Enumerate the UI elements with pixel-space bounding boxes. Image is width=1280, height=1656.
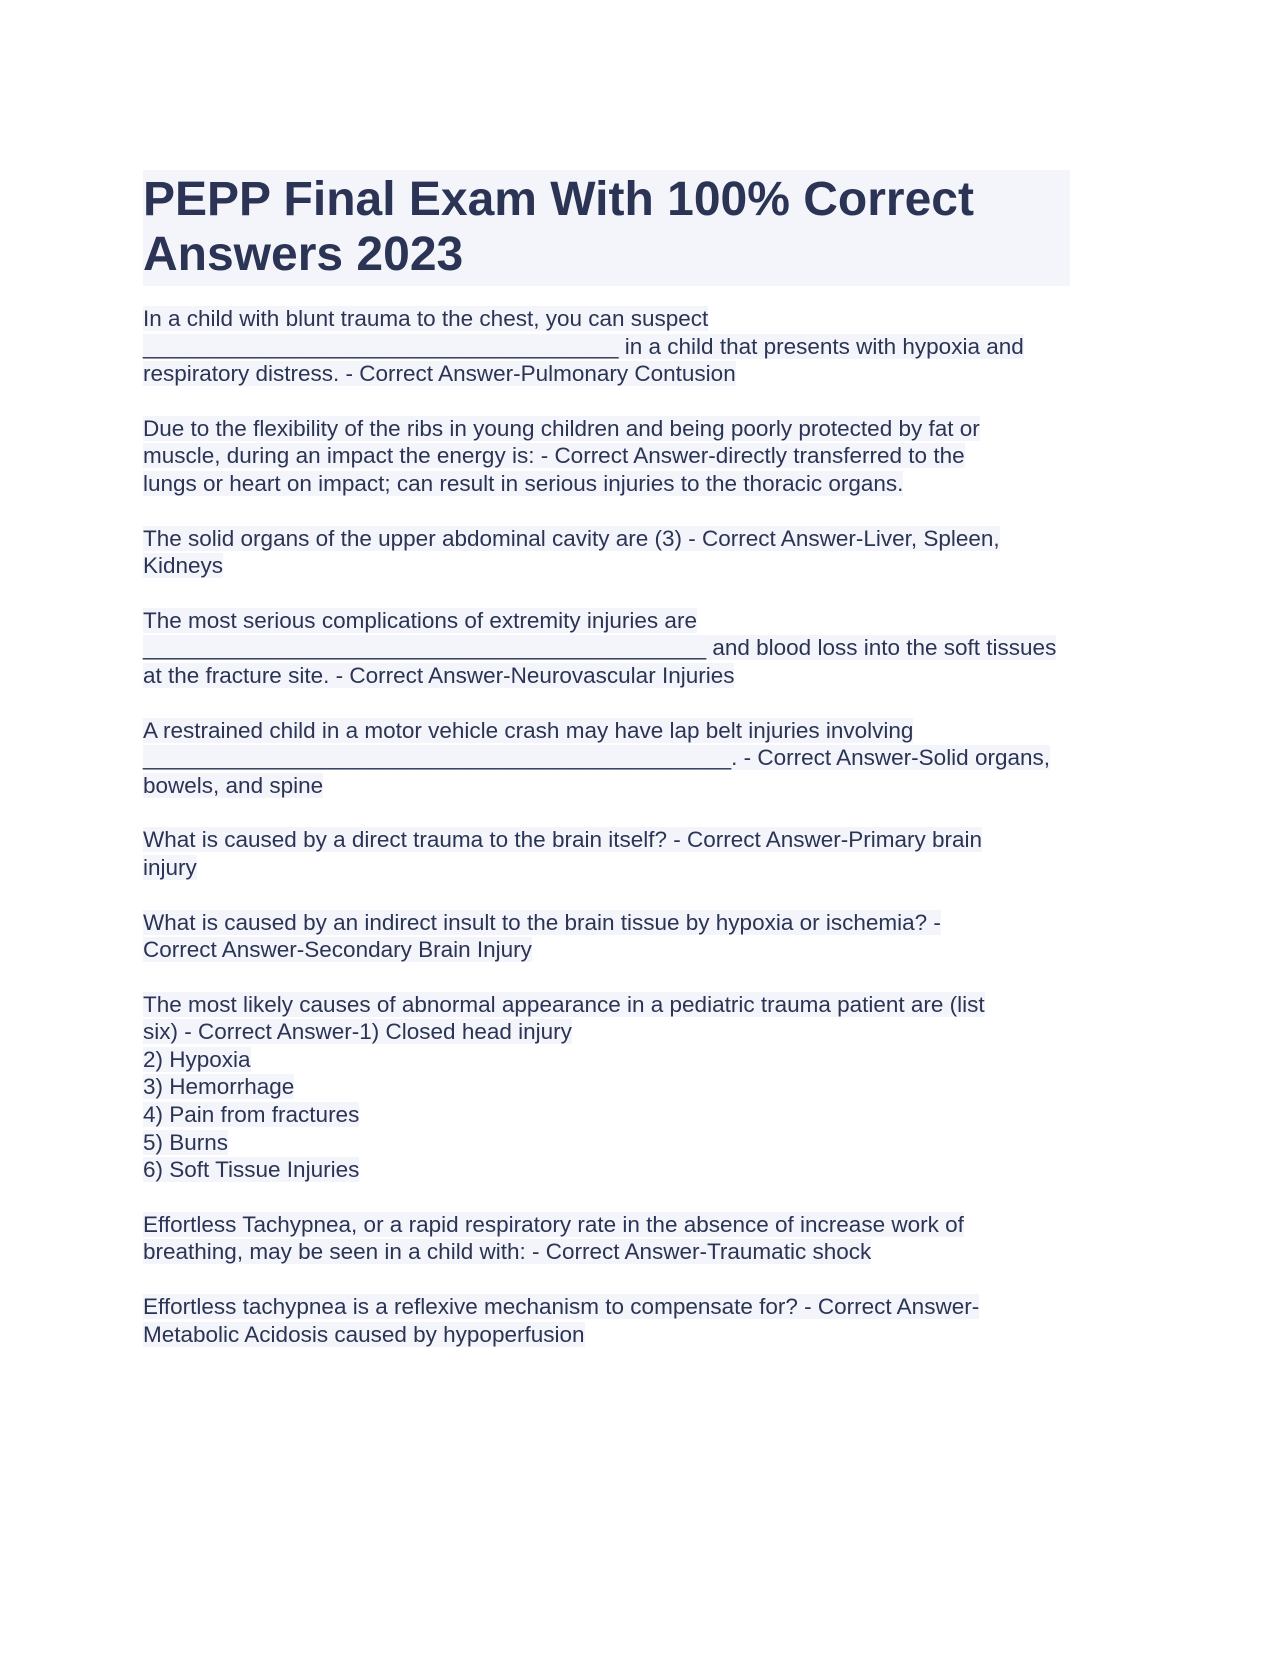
text-line-content: The most likely causes of abnormal appearance in a pediatric trauma patient are (list bbox=[143, 991, 985, 1017]
question-answer-paragraph bbox=[143, 826, 1103, 881]
text-line bbox=[143, 1321, 1103, 1349]
text-line-content: 3) Hemorrhage bbox=[143, 1074, 295, 1100]
text-line-content: Due to the flexibility of the ribs in young children and being poorly protected by fat or bbox=[143, 415, 980, 441]
text-line bbox=[143, 1073, 1103, 1101]
text-line bbox=[143, 305, 1103, 333]
text-line bbox=[143, 1129, 1103, 1157]
text-line-content: ______________________________________ in a child that presents with hypoxia and bbox=[143, 333, 1024, 359]
text-line bbox=[143, 552, 1103, 580]
text-line-content: _______________________________________________. - Correct Answer-Solid organs, bbox=[143, 745, 1050, 771]
text-line-content: Effortless Tachypnea, or a rapid respiratory rate in the absence of increase work of bbox=[143, 1211, 964, 1237]
text-line bbox=[143, 772, 1103, 800]
question-answer-paragraph bbox=[143, 991, 1103, 1184]
text-line bbox=[143, 1046, 1103, 1074]
text-line bbox=[143, 607, 1103, 635]
text-line-content: The solid organs of the upper abdominal cavity are (3) - Correct Answer-Liver, Spleen, bbox=[143, 525, 1000, 551]
text-line-content: breathing, may be seen in a child with: - Correct Answer-Traumatic shock bbox=[143, 1239, 872, 1265]
text-line bbox=[143, 744, 1103, 772]
text-line-content: Correct Answer-Secondary Brain Injury bbox=[143, 937, 532, 963]
question-answer-paragraph bbox=[143, 607, 1103, 690]
text-line-content: at the fracture site. - Correct Answer-Neurovascular Injuries bbox=[143, 662, 735, 688]
text-line-content: Metabolic Acidosis caused by hypoperfusion bbox=[143, 1321, 585, 1347]
document-body bbox=[143, 305, 1103, 1375]
text-line bbox=[143, 1156, 1103, 1184]
text-line bbox=[143, 1211, 1103, 1239]
text-line-content: 2) Hypoxia bbox=[143, 1046, 251, 1072]
text-line-content: _____________________________________________ and blood loss into the soft tissues bbox=[143, 635, 1057, 661]
text-line-content: 5) Burns bbox=[143, 1129, 229, 1155]
text-line bbox=[143, 991, 1103, 1019]
text-line bbox=[143, 662, 1103, 690]
question-answer-paragraph bbox=[143, 1293, 1103, 1348]
text-line bbox=[143, 333, 1103, 361]
text-line-content: Kidneys bbox=[143, 553, 224, 579]
text-line-content: In a child with blunt trauma to the chest, you can suspect bbox=[143, 306, 709, 331]
text-line-content: respiratory distress. - Correct Answer-Pulmonary Contusion bbox=[143, 361, 736, 387]
text-line-content: The most serious complications of extremity injuries are bbox=[143, 607, 697, 633]
text-line bbox=[143, 442, 1103, 470]
text-line bbox=[143, 1018, 1103, 1046]
document-title: PEPP Final Exam With 100% Correct Answers 2023 bbox=[143, 170, 1070, 286]
text-line bbox=[143, 936, 1103, 964]
text-line-content: muscle, during an impact the energy is: - Correct Answer-directly transferred to the bbox=[143, 443, 965, 469]
text-line bbox=[143, 909, 1103, 937]
text-line-content: What is caused by a direct trauma to the brain itself? - Correct Answer-Primary brain bbox=[143, 827, 983, 853]
question-answer-paragraph bbox=[143, 1211, 1103, 1266]
text-line-content: 4) Pain from fractures bbox=[143, 1102, 360, 1128]
text-line bbox=[143, 470, 1103, 498]
text-line bbox=[143, 1238, 1103, 1266]
text-line bbox=[143, 1293, 1103, 1321]
text-line-content: bowels, and spine bbox=[143, 772, 324, 798]
text-line-content: A restrained child in a motor vehicle crash may have lap belt injuries involving bbox=[143, 717, 914, 743]
text-line bbox=[143, 634, 1103, 662]
question-answer-paragraph bbox=[143, 525, 1103, 580]
text-line bbox=[143, 360, 1103, 388]
text-line-content: What is caused by an indirect insult to the brain tissue by hypoxia or ischemia? - bbox=[143, 909, 941, 935]
text-line bbox=[143, 854, 1103, 882]
question-answer-paragraph bbox=[143, 717, 1103, 800]
text-line-content: Effortless tachypnea is a reflexive mechanism to compensate for? - Correct Answer- bbox=[143, 1294, 980, 1320]
text-line-content: 6) Soft Tissue Injuries bbox=[143, 1157, 360, 1183]
question-answer-paragraph bbox=[143, 909, 1103, 964]
question-answer-paragraph bbox=[143, 305, 1103, 388]
text-line bbox=[143, 525, 1103, 553]
text-line bbox=[143, 717, 1103, 745]
text-line bbox=[143, 826, 1103, 854]
text-line-content: six) - Correct Answer-1) Closed head injury bbox=[143, 1019, 572, 1045]
text-line-content: lungs or heart on impact; can result in serious injuries to the thoracic organs. bbox=[143, 470, 904, 496]
question-answer-paragraph bbox=[143, 415, 1103, 498]
text-line bbox=[143, 415, 1103, 443]
text-line-content: injury bbox=[143, 854, 197, 880]
text-line bbox=[143, 1101, 1103, 1129]
